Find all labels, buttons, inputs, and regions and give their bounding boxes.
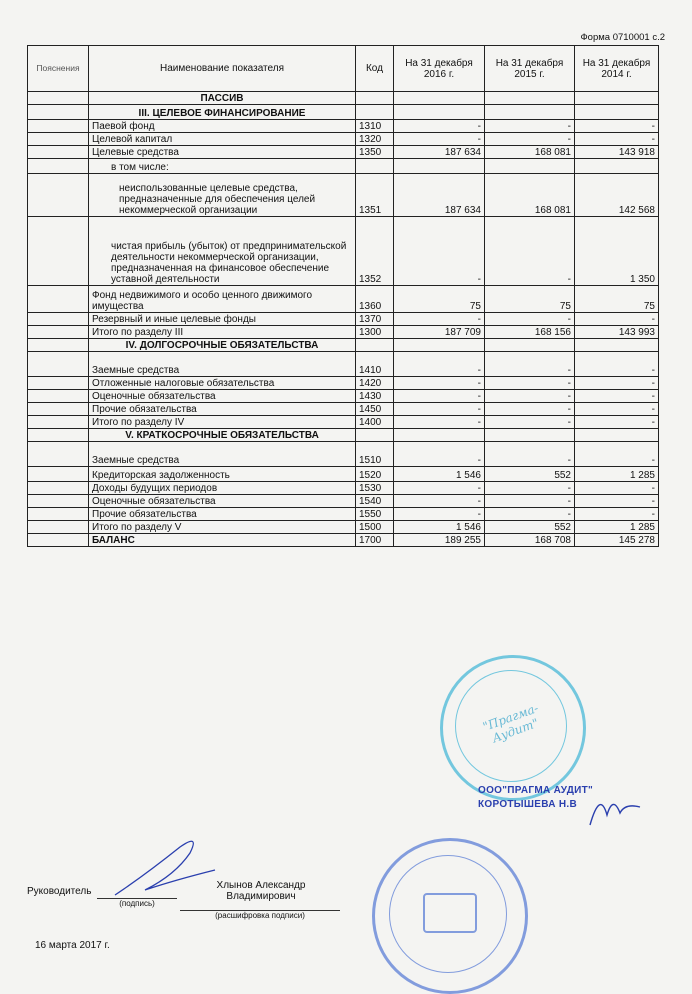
cell-notes (28, 339, 89, 352)
cell-value-2014: - (575, 352, 659, 377)
cell-value-2016: 1 546 (394, 521, 485, 534)
cell-value-2016: - (394, 377, 485, 390)
cell-value-2015 (485, 339, 575, 352)
cell-value-2016: 187 709 (394, 326, 485, 339)
cell-value-2016: 189 255 (394, 534, 485, 547)
cell-name: неиспользованные целевые средства, предназначенные для обеспечения целей некоммерческой организации (89, 174, 356, 217)
director-name-line2: Владимирович (226, 891, 296, 902)
cell-name: V. КРАТКОСРОЧНЫЕ ОБЯЗАТЕЛЬСТВА (89, 429, 356, 442)
decoding-caption: (расшифровка подписи) (180, 910, 340, 920)
cell-name: Целевые средства (89, 146, 356, 159)
table-row (28, 495, 659, 508)
cell-name: Паевой фонд (89, 120, 356, 133)
cell-value-2015: 552 (485, 467, 575, 482)
cell-name: Отложенные налоговые обязательства (89, 377, 356, 390)
table-row (28, 416, 659, 429)
table-row (28, 429, 659, 442)
cell-value-2016 (394, 339, 485, 352)
cell-value-2014: - (575, 495, 659, 508)
cell-value-2015: - (485, 508, 575, 521)
cell-name: ПАССИВ (89, 92, 356, 105)
cell-value-2014 (575, 92, 659, 105)
cell-notes (28, 286, 89, 313)
table-row (28, 159, 659, 174)
cell-value-2015 (485, 159, 575, 174)
cell-value-2015: - (485, 313, 575, 326)
table-row (28, 508, 659, 521)
cell-value-2016: - (394, 133, 485, 146)
cell-value-2014: 1 285 (575, 521, 659, 534)
cell-code: 1350 (356, 146, 394, 159)
form-code: Форма 0710001 с.2 (580, 32, 665, 43)
table-row (28, 286, 659, 313)
cell-notes (28, 313, 89, 326)
cell-value-2016: 1 546 (394, 467, 485, 482)
cell-value-2015: 168 156 (485, 326, 575, 339)
cell-code: 1420 (356, 377, 394, 390)
cell-value-2016: - (394, 352, 485, 377)
cell-notes (28, 159, 89, 174)
table-row (28, 120, 659, 133)
cell-code: 1310 (356, 120, 394, 133)
cell-code: 1500 (356, 521, 394, 534)
header-col-2015: На 31 декабря 2015 г. (485, 46, 575, 92)
cell-code: 1410 (356, 352, 394, 377)
table-row (28, 377, 659, 390)
cell-name: Итого по разделу III (89, 326, 356, 339)
cell-value-2014 (575, 339, 659, 352)
cell-value-2016 (394, 429, 485, 442)
cell-value-2014: - (575, 120, 659, 133)
table-row (28, 482, 659, 495)
cell-value-2014: 1 350 (575, 217, 659, 286)
cell-code (356, 105, 394, 120)
table-row (28, 217, 659, 286)
table-body (28, 92, 659, 547)
cell-value-2016 (394, 92, 485, 105)
cell-value-2016: - (394, 403, 485, 416)
cell-name: Фонд недвижимого и особо ценного движимого имущества (89, 286, 356, 313)
cell-value-2016: - (394, 390, 485, 403)
cell-value-2015: - (485, 416, 575, 429)
cell-value-2015: - (485, 352, 575, 377)
cell-name: III. ЦЕЛЕВОЕ ФИНАНСИРОВАНИЕ (89, 105, 356, 120)
cell-value-2016: - (394, 442, 485, 467)
table-row (28, 133, 659, 146)
cell-value-2015: 168 081 (485, 146, 575, 159)
cell-value-2014: 75 (575, 286, 659, 313)
cell-value-2015: 168 708 (485, 534, 575, 547)
audit-seal-stamp (440, 655, 586, 801)
cell-notes (28, 495, 89, 508)
table-row (28, 313, 659, 326)
audit-firm-stamp-text (478, 784, 593, 812)
cell-notes (28, 133, 89, 146)
cell-value-2016: - (394, 217, 485, 286)
table-row (28, 534, 659, 547)
cell-value-2014 (575, 429, 659, 442)
signature-role: Руководитель (27, 886, 92, 897)
cell-value-2014 (575, 159, 659, 174)
cell-notes (28, 467, 89, 482)
cell-notes (28, 403, 89, 416)
cell-value-2016: 187 634 (394, 174, 485, 217)
table-row (28, 339, 659, 352)
cell-value-2015: - (485, 482, 575, 495)
cell-value-2015: - (485, 403, 575, 416)
cell-notes (28, 352, 89, 377)
cell-name: БАЛАНС (89, 534, 356, 547)
cell-value-2016: - (394, 120, 485, 133)
table-row (28, 521, 659, 534)
header-row (28, 46, 659, 92)
cell-value-2014: - (575, 416, 659, 429)
organization-seal-emblem (423, 893, 477, 933)
cell-value-2016: - (394, 508, 485, 521)
cell-value-2014: - (575, 403, 659, 416)
cell-value-2015: - (485, 377, 575, 390)
cell-name: Итого по разделу V (89, 521, 356, 534)
cell-value-2014 (575, 105, 659, 120)
cell-value-2015: - (485, 390, 575, 403)
cell-notes (28, 92, 89, 105)
auditor-signature-icon (585, 785, 645, 830)
header-col-2014: На 31 декабря 2014 г. (575, 46, 659, 92)
cell-value-2015: 552 (485, 521, 575, 534)
cell-value-2015 (485, 105, 575, 120)
cell-notes (28, 217, 89, 286)
cell-name: Оценочные обязательства (89, 390, 356, 403)
cell-code: 1320 (356, 133, 394, 146)
cell-value-2014: 145 278 (575, 534, 659, 547)
cell-value-2014: - (575, 508, 659, 521)
header-notes: Пояснения (28, 46, 89, 92)
table-row (28, 390, 659, 403)
cell-code: 1450 (356, 403, 394, 416)
cell-notes (28, 120, 89, 133)
cell-code: 1351 (356, 174, 394, 217)
cell-code: 1540 (356, 495, 394, 508)
cell-code: 1530 (356, 482, 394, 495)
cell-value-2014: - (575, 442, 659, 467)
cell-code: 1510 (356, 442, 394, 467)
cell-value-2016: - (394, 313, 485, 326)
cell-notes (28, 429, 89, 442)
table-row (28, 326, 659, 339)
header-name: Наименование показателя (89, 46, 356, 92)
director-name-line1: Хлынов Александр (216, 880, 306, 891)
cell-name: Оценочные обязательства (89, 495, 356, 508)
header-col-2016: На 31 декабря 2016 г. (394, 46, 485, 92)
cell-value-2015: - (485, 133, 575, 146)
cell-code (356, 92, 394, 105)
cell-value-2014: 143 993 (575, 326, 659, 339)
cell-name: Кредиторская задолженность (89, 467, 356, 482)
signature-caption: (подпись) (97, 898, 177, 908)
cell-code: 1430 (356, 390, 394, 403)
cell-notes (28, 521, 89, 534)
cell-code: 1352 (356, 217, 394, 286)
cell-notes (28, 442, 89, 467)
cell-value-2015: - (485, 120, 575, 133)
table-row (28, 352, 659, 377)
cell-notes (28, 326, 89, 339)
cell-notes (28, 377, 89, 390)
cell-code (356, 159, 394, 174)
audit-seal-label: "Прагма-Аудит" (480, 700, 541, 746)
cell-name: Прочие обязательства (89, 508, 356, 521)
cell-notes (28, 105, 89, 120)
cell-value-2015: - (485, 442, 575, 467)
cell-notes (28, 174, 89, 217)
cell-value-2016: 75 (394, 286, 485, 313)
cell-value-2014: - (575, 390, 659, 403)
cell-value-2016: 187 634 (394, 146, 485, 159)
table-row (28, 467, 659, 482)
cell-value-2014: - (575, 377, 659, 390)
table-row (28, 146, 659, 159)
cell-value-2016: - (394, 416, 485, 429)
cell-name: чистая прибыль (убыток) от предпринимательской деятельности некоммерческой организации, предназначенная на финансовое обеспечение уставной деятельности (89, 217, 356, 286)
cell-code: 1300 (356, 326, 394, 339)
cell-name: Итого по разделу IV (89, 416, 356, 429)
table-row (28, 403, 659, 416)
cell-value-2015 (485, 429, 575, 442)
cell-value-2015: - (485, 495, 575, 508)
cell-code (356, 339, 394, 352)
cell-value-2016: - (394, 495, 485, 508)
cell-value-2016 (394, 105, 485, 120)
cell-code: 1360 (356, 286, 394, 313)
cell-name: в том числе: (89, 159, 356, 174)
cell-code (356, 429, 394, 442)
director-name (206, 880, 316, 902)
cell-value-2014: 143 918 (575, 146, 659, 159)
cell-notes (28, 482, 89, 495)
cell-name: Целевой капитал (89, 133, 356, 146)
cell-code: 1400 (356, 416, 394, 429)
cell-value-2014: - (575, 133, 659, 146)
cell-name: Резервный и иные целевые фонды (89, 313, 356, 326)
cell-value-2014: 142 568 (575, 174, 659, 217)
cell-notes (28, 534, 89, 547)
cell-notes (28, 416, 89, 429)
cell-value-2014: 1 285 (575, 467, 659, 482)
sign-date: 16 марта 2017 г. (35, 940, 110, 951)
cell-name: IV. ДОЛГОСРОЧНЫЕ ОБЯЗАТЕЛЬСТВА (89, 339, 356, 352)
table-row (28, 105, 659, 120)
cell-name: Доходы будущих периодов (89, 482, 356, 495)
cell-name: Заемные средства (89, 352, 356, 377)
cell-code: 1700 (356, 534, 394, 547)
cell-value-2014: - (575, 313, 659, 326)
cell-value-2016 (394, 159, 485, 174)
cell-name: Заемные средства (89, 442, 356, 467)
header-code: Код (356, 46, 394, 92)
table-row (28, 442, 659, 467)
cell-value-2015: - (485, 217, 575, 286)
cell-value-2015: 75 (485, 286, 575, 313)
cell-notes (28, 146, 89, 159)
cell-code: 1550 (356, 508, 394, 521)
cell-code: 1520 (356, 467, 394, 482)
audit-firm-name: ООО"ПРАГМА АУДИТ" (478, 785, 594, 796)
cell-value-2015: 168 081 (485, 174, 575, 217)
audit-person-name: КОРОТЫШЕВА Н.В (478, 799, 577, 810)
cell-value-2014: - (575, 482, 659, 495)
balance-table (27, 45, 659, 547)
cell-notes (28, 390, 89, 403)
cell-code: 1370 (356, 313, 394, 326)
table-row (28, 174, 659, 217)
cell-value-2016: - (394, 482, 485, 495)
cell-value-2015 (485, 92, 575, 105)
cell-notes (28, 508, 89, 521)
organization-seal-stamp (372, 838, 528, 994)
table-row (28, 92, 659, 105)
cell-name: Прочие обязательства (89, 403, 356, 416)
